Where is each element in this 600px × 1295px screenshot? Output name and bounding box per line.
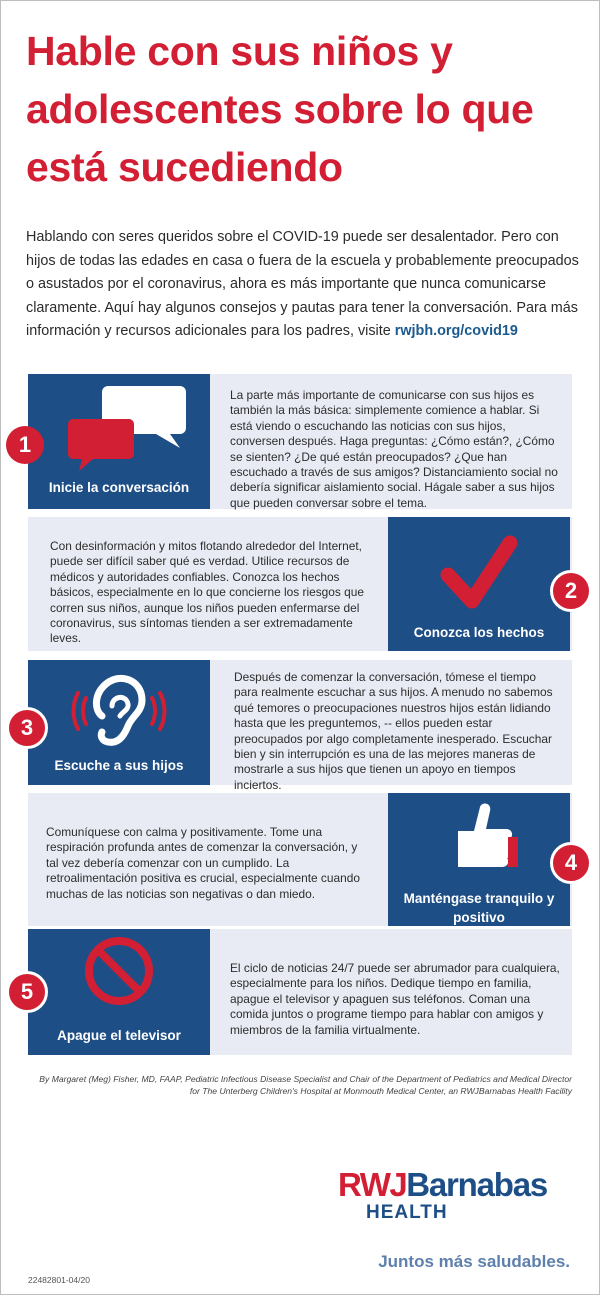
checkmark-icon	[388, 517, 570, 617]
tip-2-tile	[388, 517, 570, 651]
covid-link[interactable]: rwjbh.org/covid19	[394, 323, 518, 339]
tip-4-tile	[388, 793, 570, 926]
tip-3-text: Después de comenzar la conversación, tómese el tiempo para realmente escuchar a sus hijos. A menudo no sabemos qué temores o preocupaciones nuestros hijos están lidiando hasta que les preguntemos, -- ellos pueden estar preocupados por algo completamente inesperado. Escuchar bien y sin interrupción es una de las mejores maneras de mostrarle a sus hijos que tienen un apoyo en tiempos inciertos.	[234, 670, 553, 792]
author-byline: By Margaret (Meg) Fisher, MD, FAAP, Pediatric Infectious Disease Specialist and Chair of the Department of Pediatrics and Medical Director for The Unterberg Children's Hospital at Monmouth Medical Center, an RWJBarnabas Health Facility	[39, 1074, 572, 1096]
tip-2-label: Conozca los hechos	[413, 625, 545, 640]
tip-3-tile	[28, 660, 210, 785]
prohibited-icon	[28, 929, 210, 1019]
ear-icon	[28, 660, 210, 750]
page-title: Hable con sus niños y adolescentes sobre lo que está sucediendo	[26, 28, 534, 190]
tip-3-number: 3	[6, 707, 48, 749]
tip-1-panel	[18, 374, 572, 510]
logo-rwj-text: RWJ	[338, 1166, 407, 1203]
tip-5-label: Apague el televisor	[57, 1028, 181, 1043]
tip-5-tile	[28, 929, 210, 1055]
tip-5-text: El ciclo de noticias 24/7 puede ser abrumador para cualquiera, especialmente para los niños. Dedique tiempo en familia, apague el televisor y apaguen sus teléfonos. Coman una comida juntos o programe tiempo para hablar con amigos y miembros de la familia virtualmente.	[230, 961, 560, 1037]
tip-4-number: 4	[550, 842, 592, 884]
rwjbarnabas-logo	[338, 1166, 583, 1223]
intro-text: Hablando con seres queridos sobre el COVID-19 puede ser desalentador. Pero con hijos de todas las edades en casa o fuera de la escuela y probablemente preocupados o asustados por el coronavirus, ahora es más importante que nunca comunicarse claramente. Aquí hay algunos consejos y pautas para tener la conversación. Para más información y recursos adicionales para los padres, visite	[26, 229, 579, 339]
tip-4-panel	[28, 793, 578, 926]
tip-1-text: La parte más importante de comunicarse con sus hijos es también la más básica: simplemente comience a hablar. Si está viendo o escuchando las noticias con sus hijos, conversen después. Haga preguntas: ¿Cómo están?, ¿Cómo se sienten? ¿De qué están preocupados? ¿Que han escuchado a través de sus amigos? Distanciamiento social no debería significar aislamiento social. Hágale saber a sus hijos que pueden conversar sobre el tema.	[230, 388, 558, 510]
logo-health-text: HEALTH	[366, 1202, 448, 1223]
logo-barnabas-text: Barnabas	[406, 1166, 548, 1203]
speech-bubbles-icon	[28, 374, 210, 474]
tip-4-label: Manténgase tranquilo y positivo	[403, 891, 555, 925]
tip-1-number: 1	[6, 426, 44, 464]
tip-1-tile	[28, 374, 210, 509]
tip-5-number: 5	[6, 971, 48, 1013]
tagline: Juntos más saludables.	[378, 1252, 570, 1271]
tip-2-panel	[28, 517, 578, 651]
thumbs-up-icon	[388, 793, 570, 883]
tip-3-panel	[20, 660, 572, 792]
tip-2-number: 2	[550, 570, 592, 612]
tip-3-label: Escuche a sus hijos	[54, 758, 184, 773]
tip-5-panel	[20, 929, 572, 1055]
intro-paragraph	[26, 226, 582, 344]
tip-2-text: Con desinformación y mitos flotando alrededor del Internet, puede ser difícil saber qué es verdad. Utilice recursos de médicos y autoridades confiables. Conozca los hechos básicos, especialmente en lo que concierne los riesgos que corren sus niños, aunque los niños pueden enfermarse del coronavirus, sus síntomas tienden a ser extremadamente leves.	[50, 539, 364, 646]
document-code: 22482801-04/20	[28, 1275, 90, 1285]
tip-4-text: Comuníquese con calma y positivamente. Tome una respiración profunda antes de comenzar la conversación, y tal vez debería comenzar con un cumplido. La retroalimentación positiva es crucial, especialmente cuando muchas de las noticias son negativas o dan miedo.	[46, 825, 360, 901]
tip-1-label: Inicie la conversación	[48, 480, 190, 495]
